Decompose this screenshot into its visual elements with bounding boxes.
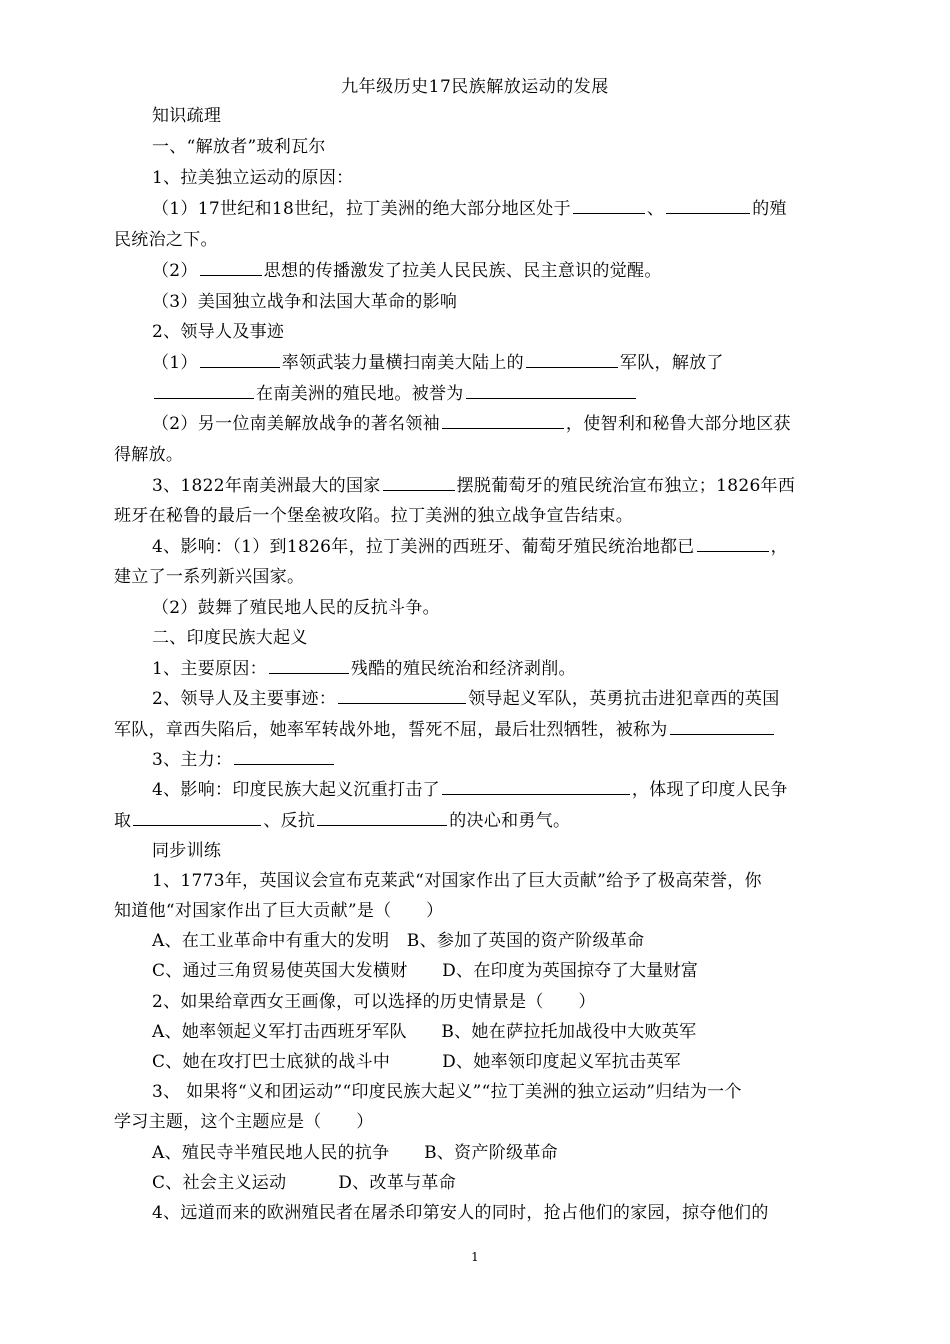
answer-options: A、她率领起义军打击西班牙军队 B、她在萨拉托加战役中大败英军 — [152, 1022, 697, 1042]
text-line: 民统治之下。 — [114, 230, 218, 250]
page-number: 1 — [471, 1250, 479, 1264]
text-fragment: 军队，章西失陷后，她率军转战外地，誓死不屈，最后壮烈牺牲，被称为 — [114, 720, 668, 740]
text-fragment: 4、影响：（1）到1826年，拉丁美洲的西班牙、葡萄牙殖民统治地都已 — [152, 537, 695, 557]
answer-options: C、通过三角贸易使英国大发横财 D、在印度为英国掠夺了大量财富 — [152, 961, 699, 981]
text-line — [114, 745, 877, 775]
text-line: 得解放。 — [114, 445, 184, 465]
text-fragment: 1、主要原因： — [152, 659, 267, 679]
fill-blank — [666, 195, 750, 214]
question-text: 4、远道而来的欧洲殖民者在屠杀印第安人的同时，抢占他们的家园，掠夺他们的 — [152, 1203, 769, 1223]
text-fragment: 4、影响：印度民族大起义沉重打击了 — [152, 780, 440, 800]
text-line — [114, 806, 839, 836]
section-title-1: 一、“解放者”玻利瓦尔 — [152, 137, 326, 157]
fill-blank — [573, 195, 645, 214]
text-fragment: （1） — [152, 353, 198, 373]
text-line: （3）美国独立战争和法国大革命的影响 — [152, 292, 458, 312]
text-line: 2、领导人及事迹 — [152, 322, 285, 342]
text-line — [114, 715, 839, 745]
fill-blank — [697, 533, 769, 552]
page-title: 九年级历史17民族解放运动的发展 — [341, 77, 609, 97]
text-fragment: 3、主力： — [152, 750, 233, 770]
text-line — [114, 256, 877, 286]
text-fragment: （1）17世纪和18世纪，拉丁美洲的绝大部分地区处于 — [152, 199, 571, 219]
text-fragment: 取 — [114, 811, 132, 831]
text-line — [114, 654, 877, 684]
text-line — [114, 684, 877, 714]
text-fragment: 残酷的殖民统治和经济剥削。 — [350, 659, 576, 679]
text-line — [114, 532, 877, 562]
answer-options: A、在工业革命中有重大的发明 B、参加了英国的资产阶级革命 — [152, 931, 645, 951]
fill-blank — [317, 807, 447, 826]
fill-blank — [338, 685, 466, 704]
fill-blank — [442, 410, 564, 429]
text-line — [114, 194, 877, 224]
fill-blank — [200, 349, 280, 368]
text-fragment: 思想的传播激发了拉美人民民族、民主意识的觉醒。 — [263, 261, 662, 281]
question-text: 学习主题，这个主题应是（ ） — [114, 1112, 374, 1132]
text-line: 班牙在秘鲁的最后一个堡垒被攻陷。拉丁美洲的独立战争宣告结束。 — [114, 506, 633, 526]
fill-blank — [154, 380, 254, 399]
text-line — [114, 409, 877, 439]
text-fragment: （2）另一位南美解放战争的著名领袖 — [152, 414, 440, 434]
fill-blank — [526, 349, 618, 368]
question-text: 3、 如果将“义和团运动”“印度民族大起义”“拉丁美洲的独立运动”归结为一个 — [152, 1082, 742, 1102]
text-fragment: （2） — [152, 261, 198, 281]
text-fragment: ，使智利和秘鲁大部分地区获 — [565, 414, 791, 434]
text-fragment: 军队，解放了 — [619, 353, 724, 373]
text-fragment: 3、1822年南美洲最大的国家 — [152, 476, 381, 496]
text-fragment: 在南美洲的殖民地。被誉为 — [256, 384, 464, 404]
section-heading: 知识疏理 — [152, 106, 222, 126]
text-fragment: 的决心和勇气。 — [449, 811, 571, 831]
text-fragment: 的殖 — [752, 199, 787, 219]
fill-blank — [383, 472, 455, 491]
text-fragment: 摆脱葡萄牙的殖民统治宣布独立；1826年西 — [456, 476, 796, 496]
fill-blank — [133, 807, 261, 826]
text-fragment: 、 — [646, 199, 665, 219]
question-text: 2、如果给章西女王画像，可以选择的历史情景是（ ） — [152, 992, 596, 1012]
answer-options: A、殖民寺半殖民地人民的抗争 B、资产阶级革命 — [152, 1143, 558, 1163]
fill-blank — [442, 776, 630, 795]
section-heading: 同步训练 — [152, 841, 222, 861]
answer-options: C、社会主义运动 D、改革与革命 — [152, 1173, 457, 1193]
text-line — [114, 348, 877, 378]
text-fragment: 、反抗 — [263, 811, 316, 831]
section-title-2: 二、印度民族大起义 — [152, 628, 308, 648]
fill-blank — [200, 257, 262, 276]
fill-blank — [234, 746, 334, 765]
question-text: 知道他“对国家作出了巨大贡献”是（ ） — [114, 901, 444, 921]
text-line: （2）鼓舞了殖民地人民的反抗斗争。 — [152, 598, 440, 618]
answer-options: C、她在攻打巴士底狱的战斗中 D、她率领印度起义军抗击英军 — [152, 1052, 681, 1072]
text-fragment: 领导起义军队，英勇抗击进犯章西的英国 — [468, 689, 780, 709]
text-line — [114, 775, 877, 805]
text-line: 1、拉美独立运动的原因： — [152, 168, 354, 188]
text-fragment: ， — [770, 537, 788, 557]
text-line: 建立了一系列新兴国家。 — [114, 567, 305, 587]
text-fragment: 2、领导人及主要事迹： — [152, 689, 337, 709]
fill-blank — [269, 655, 349, 674]
text-line — [114, 471, 877, 501]
fill-blank — [670, 716, 774, 735]
fill-blank — [466, 380, 636, 399]
question-text: 1、1773年，英国议会宣布克莱武“对国家作出了巨大贡献”给予了极高荣誉，你 — [152, 871, 762, 891]
text-line — [114, 379, 877, 409]
text-fragment: ，体现了印度人民争 — [631, 780, 788, 800]
text-fragment: 率领武装力量横扫南美大陆上的 — [281, 353, 524, 373]
